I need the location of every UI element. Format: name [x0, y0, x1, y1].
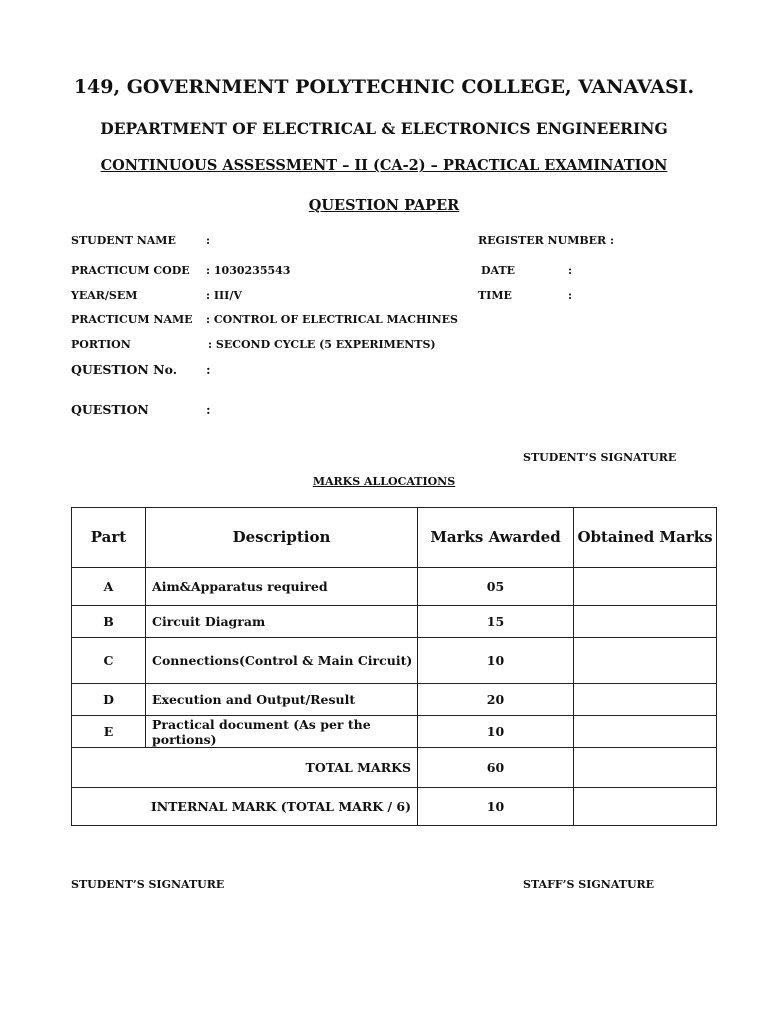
- total-obtained-cell[interactable]: [574, 748, 717, 788]
- student-name-label: STUDENT NAME: [71, 234, 176, 247]
- college-name: 149, GOVERNMENT POLYTECHNIC COLLEGE, VANAVASI.: [73, 76, 695, 98]
- year-sem-value: : III/V: [206, 289, 242, 302]
- header-part: Part: [72, 508, 146, 568]
- total-marks-label: TOTAL MARKS: [72, 748, 418, 788]
- internal-mark-label: INTERNAL MARK (TOTAL MARK / 6): [72, 788, 418, 826]
- student-signature-top: STUDENT’S SIGNATURE: [523, 451, 677, 464]
- description-cell: Practical document (As per the portions): [146, 716, 418, 748]
- obtained-cell[interactable]: [574, 568, 717, 606]
- header-obtained-marks: Obtained Marks: [574, 508, 717, 568]
- time-label: TIME: [478, 289, 512, 302]
- marks-cell: 10: [418, 716, 574, 748]
- question-no-label: QUESTION No.: [71, 362, 178, 377]
- internal-mark-value: 10: [418, 788, 574, 826]
- part-cell: C: [72, 638, 146, 684]
- date-colon: :: [568, 264, 573, 277]
- question-label: QUESTION: [71, 402, 149, 417]
- marks-table: [71, 507, 717, 826]
- description-cell: Execution and Output/Result: [146, 684, 418, 716]
- marks-allocation-title: MARKS ALLOCATIONS: [312, 475, 456, 488]
- question-no-colon: :: [206, 362, 211, 377]
- student-signature-footer: STUDENT’S SIGNATURE: [71, 878, 225, 891]
- student-name-colon: :: [206, 234, 211, 247]
- question-colon: :: [206, 402, 211, 417]
- obtained-cell[interactable]: [574, 606, 717, 638]
- part-cell: D: [72, 684, 146, 716]
- practicum-name-value: : CONTROL OF ELECTRICAL MACHINES: [206, 313, 458, 326]
- marks-cell: 20: [418, 684, 574, 716]
- table-row: [72, 684, 717, 716]
- obtained-cell[interactable]: [574, 716, 717, 748]
- total-marks-value: 60: [418, 748, 574, 788]
- register-number-label: REGISTER NUMBER :: [478, 234, 615, 247]
- year-sem-label: YEAR/SEM: [71, 289, 138, 302]
- exam-title: CONTINUOUS ASSESSMENT – II (CA-2) – PRACTICAL EXAMINATION: [100, 157, 668, 174]
- internal-mark-row: [72, 788, 717, 826]
- table-row: [72, 716, 717, 748]
- portion-value: : SECOND CYCLE (5 EXPERIMENTS): [208, 338, 436, 351]
- staff-signature-footer: STAFF’S SIGNATURE: [523, 878, 655, 891]
- part-cell: B: [72, 606, 146, 638]
- table-row: [72, 606, 717, 638]
- table-row: [72, 638, 717, 684]
- header-description: Description: [146, 508, 418, 568]
- date-label: DATE: [481, 264, 516, 277]
- table-header-row: [72, 508, 717, 568]
- practicum-code-value: : 1030235543: [206, 264, 291, 277]
- description-cell: Connections(Control & Main Circuit): [146, 638, 418, 684]
- marks-cell: 10: [418, 638, 574, 684]
- part-cell: E: [72, 716, 146, 748]
- description-cell: Circuit Diagram: [146, 606, 418, 638]
- practicum-name-label: PRACTICUM NAME: [71, 313, 193, 326]
- obtained-cell[interactable]: [574, 684, 717, 716]
- marks-cell: 05: [418, 568, 574, 606]
- description-cell: Aim&Apparatus required: [146, 568, 418, 606]
- portion-label: PORTION: [71, 338, 131, 351]
- part-cell: A: [72, 568, 146, 606]
- department-name: DEPARTMENT OF ELECTRICAL & ELECTRONICS ENGINEERING: [100, 119, 668, 138]
- table-row: [72, 568, 717, 606]
- document-type: QUESTION PAPER: [308, 197, 460, 214]
- marks-cell: 15: [418, 606, 574, 638]
- obtained-cell[interactable]: [574, 638, 717, 684]
- header-marks-awarded: Marks Awarded: [418, 508, 574, 568]
- time-colon: :: [568, 289, 573, 302]
- internal-obtained-cell[interactable]: [574, 788, 717, 826]
- total-row: [72, 748, 717, 788]
- practicum-code-label: PRACTICUM CODE: [71, 264, 190, 277]
